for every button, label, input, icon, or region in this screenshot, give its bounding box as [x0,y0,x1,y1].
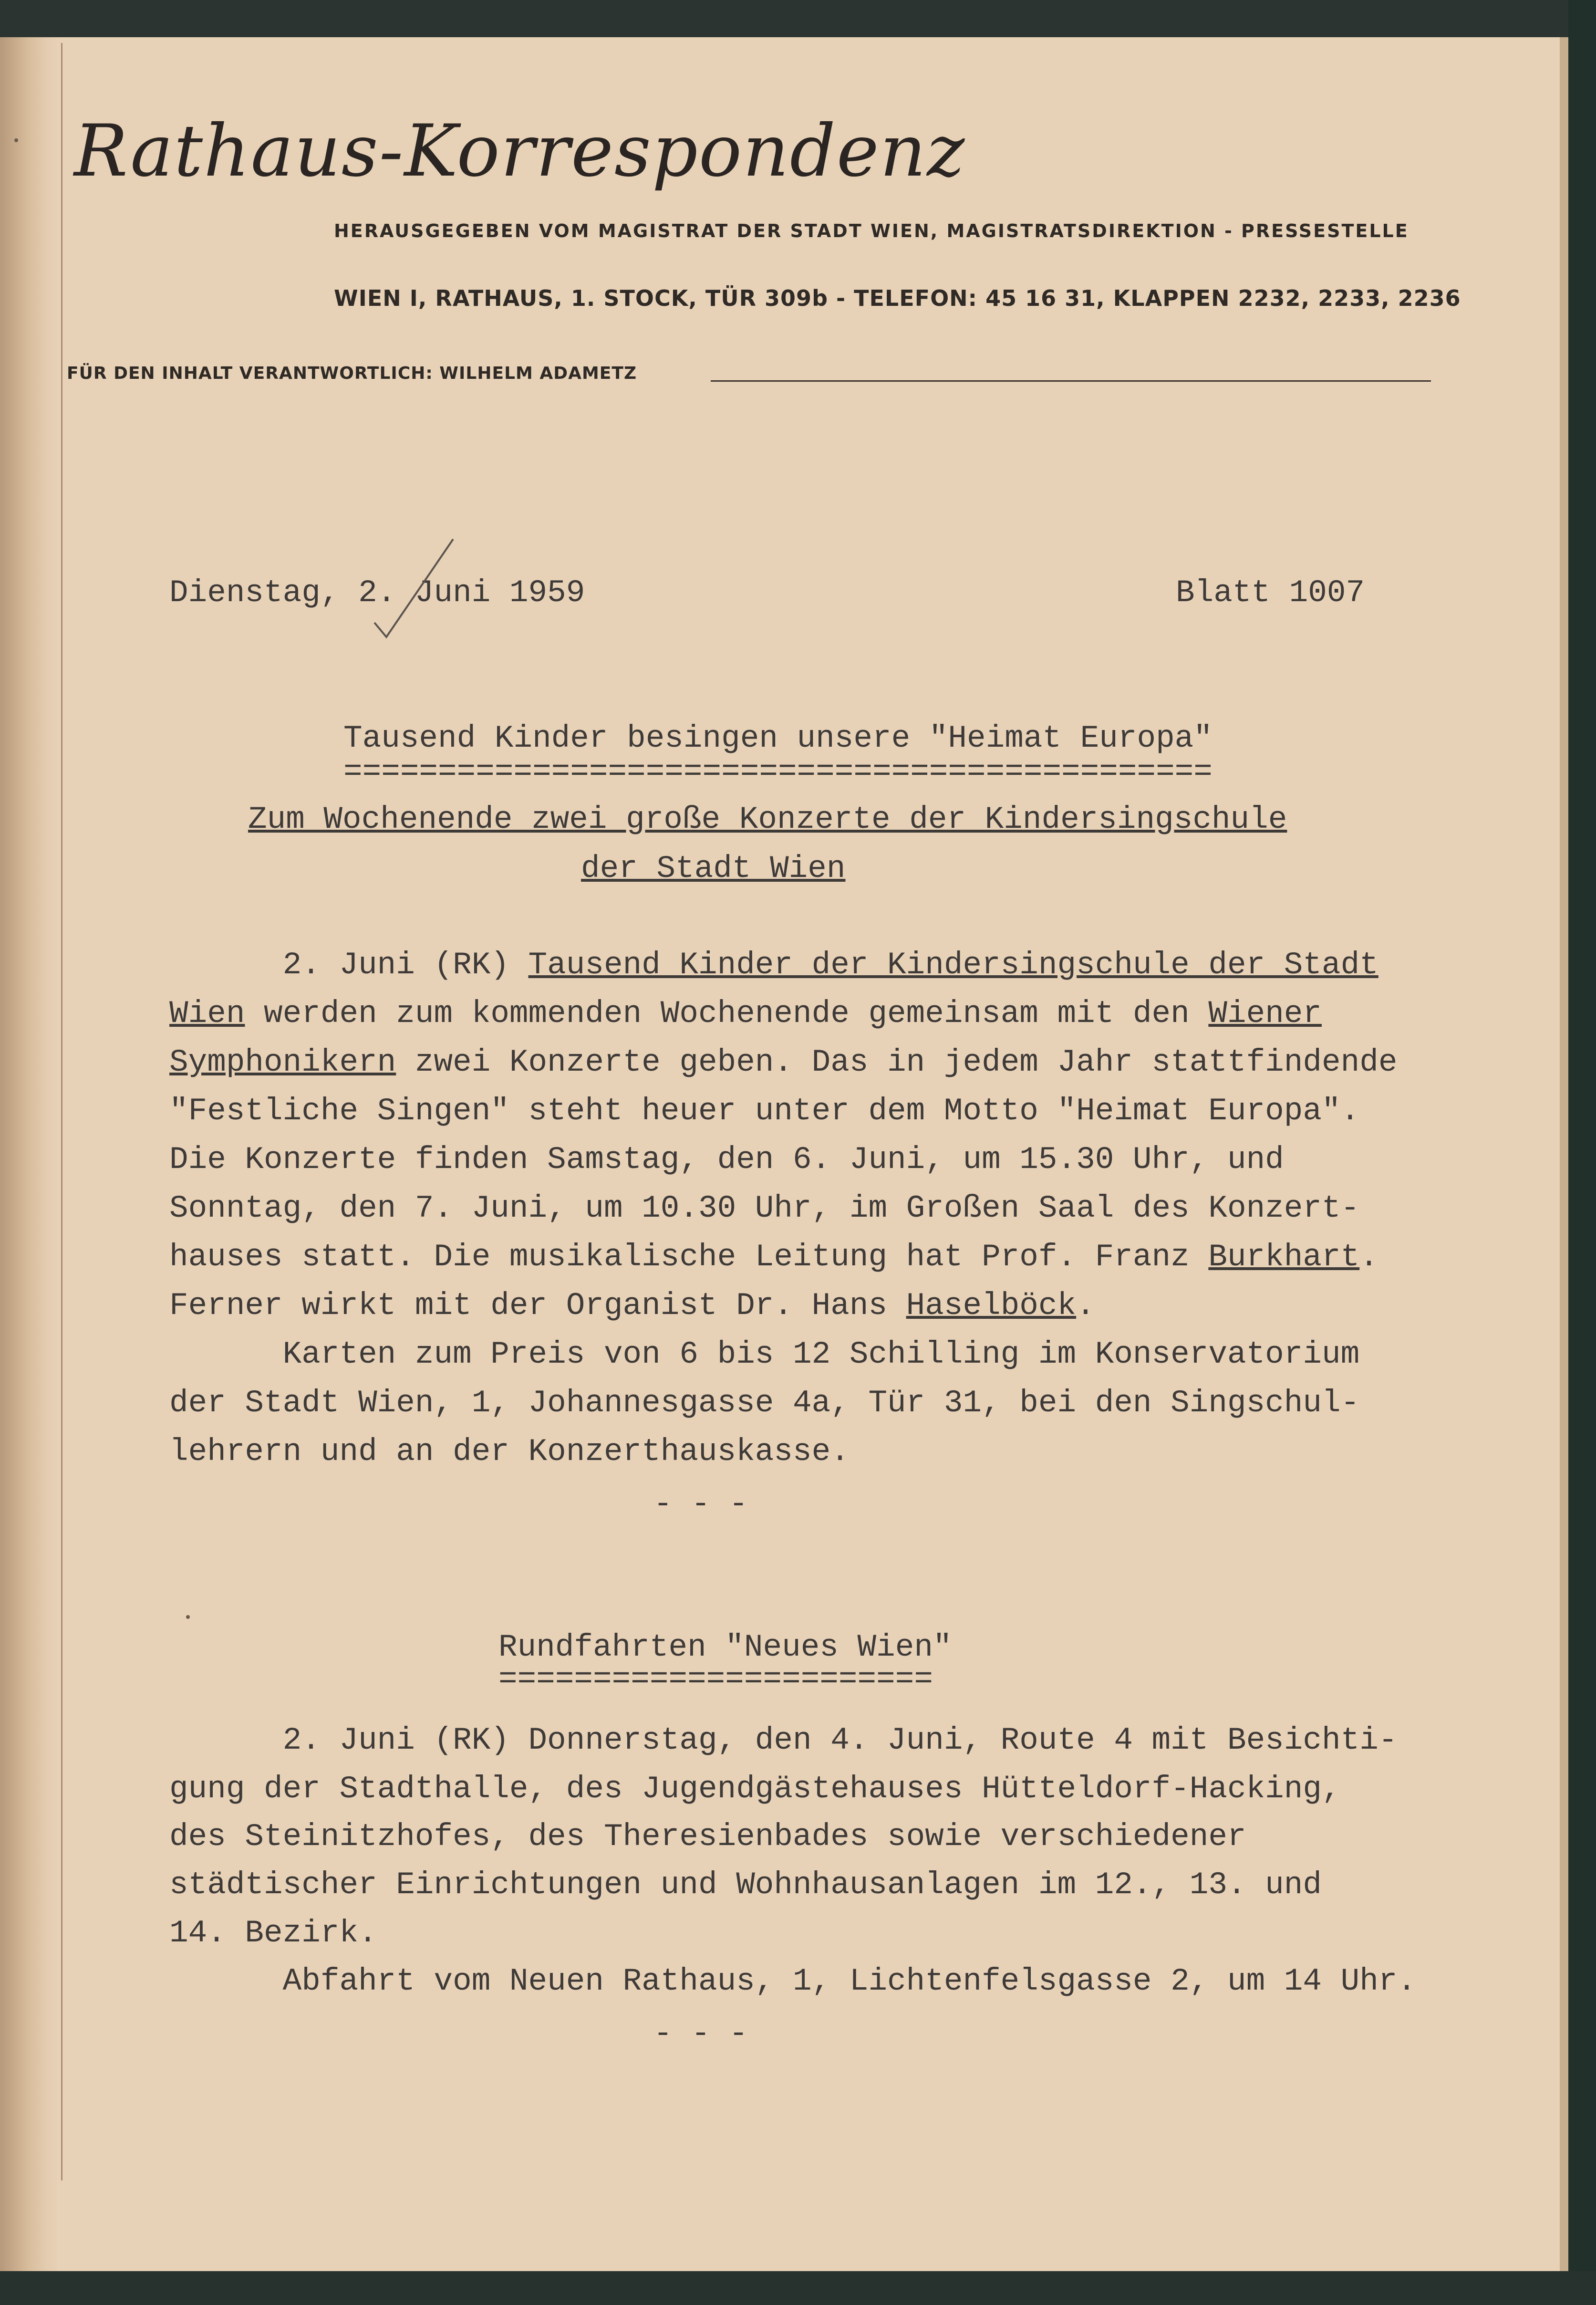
article1-title: Tausend Kinder besingen unsere "Heimat Europa" [343,720,1213,756]
article2-line: 14. Bezirk. [169,1915,377,1951]
paper-speck [14,138,18,142]
article1-line: Karten zum Preis von 6 bis 12 Schilling im Konservatorium [169,1336,1360,1372]
article1-line: der Stadt Wien, 1, Johannesgasse 4a, Tür 31, bei den Singschul- [169,1385,1360,1421]
article1-separator: - - - [653,1486,748,1522]
article1-line: Wien werden zum kommenden Wochenende gemeinsam mit den Wiener [169,996,1322,1032]
article2-line: städtischer Einrichtungen und Wohnhausanlagen im 12., 13. und [169,1867,1322,1903]
article1-subtitle-line2: der Stadt Wien [581,851,846,887]
article1-line: Ferner wirkt mit der Organist Dr. Hans Haselböck. [169,1288,1095,1324]
article2-title-rule: ======================= [498,1661,933,1697]
address-line: WIEN I, RATHAUS, 1. STOCK, TÜR 309b - TELEFON: 45 16 31, KLAPPEN 2232, 2233, 2236 [334,285,1461,311]
date-line: Dienstag, 2. Juni 1959 [169,575,585,611]
article1-line: lehrern und an der Konzerthauskasse. [169,1434,850,1470]
article1-line: Sonntag, den 7. Juni, um 10.30 Uhr, im Großen Saal des Konzert- [169,1190,1360,1226]
article1-line: hauses statt. Die musikalische Leitung hat Prof. Franz Burkhart. [169,1239,1378,1275]
article2-line: des Steinitzhofes, des Theresienbades sowie verschiedener [169,1819,1246,1855]
check-mark-icon [372,534,458,639]
page-binding-shadow [0,0,57,2271]
article2-line: 2. Juni (RK) Donnerstag, den 4. Juni, Route 4 mit Besichti- [169,1722,1398,1758]
article1-subtitle-line1: Zum Wochenende zwei große Konzerte der Kindersingschule [248,802,1287,837]
scan-border-top [0,0,1596,37]
article1-line: 2. Juni (RK) Tausend Kinder der Kindersingschule der Stadt [169,947,1378,983]
scan-border-right [1568,0,1596,2305]
sheet-number: Blatt 1007 [1176,575,1365,611]
article2-title: Rundfahrten "Neues Wien" [498,1629,952,1665]
article1-line: Die Konzerte finden Samstag, den 6. Juni, um 15.30 Uhr, und [169,1142,1284,1178]
article1-line: Symphonikern zwei Konzerte geben. Das in jedem Jahr stattfindende [169,1044,1398,1080]
article2-separator: - - - [653,2016,748,2052]
scan-border-bottom [0,2271,1596,2305]
article1-line: "Festliche Singen" steht heuer unter dem Motto "Heimat Europa". [169,1093,1360,1129]
article2-line: Abfahrt vom Neuen Rathaus, 1, Lichtenfelsgasse 2, um 14 Uhr. [169,1963,1417,1999]
header-rule [711,380,1431,382]
masthead-title: Rathaus-Korrespondenz [74,110,966,193]
publisher-line: HERAUSGEGEBEN VOM MAGISTRAT DER STADT WIEN, MAGISTRATSDIREKTION - PRESSESTELLE [334,220,1409,241]
article1-title-rule: ============================================== [343,754,1213,790]
binding-edge [61,43,62,2180]
responsible-editor: FÜR DEN INHALT VERANTWORTLICH: WILHELM ADAMETZ [67,364,637,383]
paper-speck [186,1615,190,1619]
article2-line: gung der Stadthalle, des Jugendgästehauses Hütteldorf-Hacking, [169,1771,1341,1807]
